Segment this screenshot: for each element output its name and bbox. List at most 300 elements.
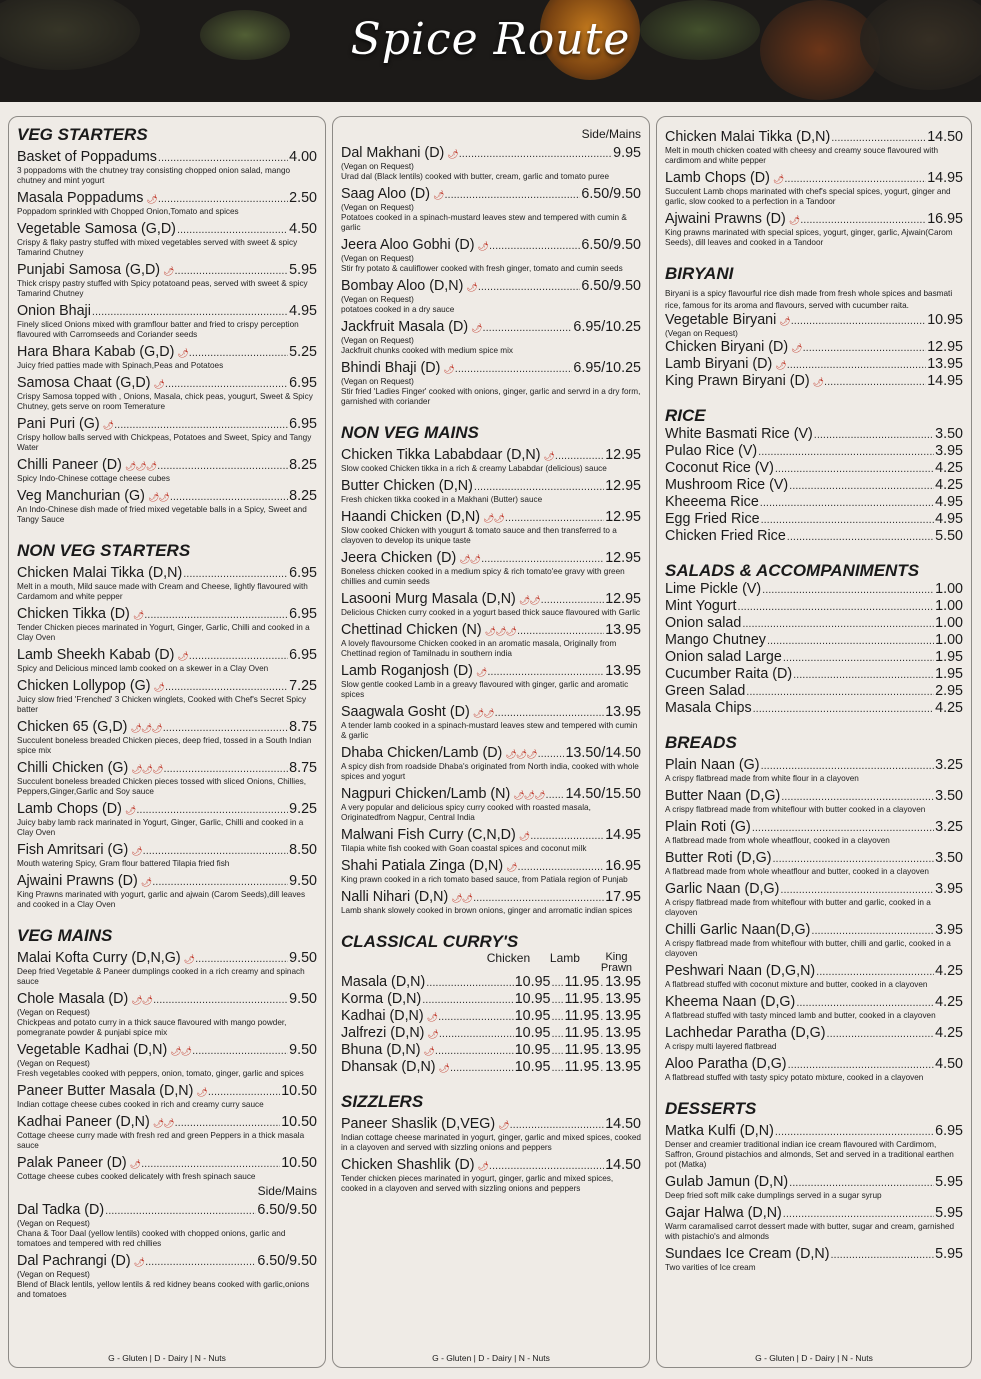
menu-item-name: Nagpuri Chicken/Lamb (N) [341,786,511,802]
menu-item-row [17,1114,317,1131]
menu-item-row [665,129,963,146]
dot-leader [780,882,934,898]
menu-item-row [341,360,641,377]
menu-item-row [17,416,317,433]
menu-item-price: 5.95 [935,1205,963,1221]
menu-item-row [665,1205,963,1222]
menu-item-price: 9.50 [289,1042,317,1058]
menu-item-price: 9.95 [613,145,641,161]
menu-item [665,615,963,632]
menu-item-price: 6.95/10.25 [573,319,641,335]
menu-item-description: King prawns marinated with special spices, yogurt, ginger, garlic, Ajwain(Carom Seeds), dill leaves and cooked in a Tandoor [665,228,953,247]
menu-item-description: A spicy dish from roadside Dhaba's originated from North india, cooked with whole spices and yogurt [341,762,639,781]
menu-item [665,339,963,356]
menu-item-description: King prawn cooked in a rich tomato based sauce, from Patiala region of Punjab [341,875,628,884]
menu-item-price: 5.95 [935,1246,963,1262]
menu-item [665,881,963,918]
menu-item-name: Vegetable Samosa (G,D) [17,221,176,237]
menu-item [341,509,641,546]
menu-item-description: A crispy multi layered flatbread [665,1042,777,1051]
menu-item-row [665,477,963,494]
dot-leader [164,761,289,777]
chili-icon: 🌶🌶🌶 [124,461,157,471]
price-lamb: 11.95 [564,974,600,990]
menu-item-description: Lamb shank slowely cooked in brown onions, ginger and arromatic indian spices [341,906,633,915]
dot-leader [165,376,288,392]
menu-item-price: 1.00 [935,615,963,631]
menu-item-price: 12.95 [605,478,641,494]
menu-item-name: Saagwala Gosht (D) [341,704,470,720]
dot-leader [144,607,288,623]
vegan-note: (Vegan on Request) [341,162,414,171]
dot-leader [793,667,934,683]
dot-leader [600,1009,604,1025]
chili-icon: 🌶 [427,1029,438,1039]
dot-leader [552,975,564,991]
chili-icon: 🌶 [177,348,188,358]
menu-item-row [341,478,641,495]
menu-item [341,704,641,741]
menu-item-description: Crispy hollow balls served with Chickpeas, Potatoes and Sweet, Spicy and Tangy Water [17,433,312,452]
vegan-note: (Vegan on Request) [341,295,414,304]
menu-item-name: Masala Poppadums [17,190,144,206]
menu-item-name: Masala (D,N) [341,974,426,990]
menu-item [17,801,317,838]
menu-item-description: Melt in mouth chicken coated with cheesy and creamy souce flavoured with cardimom and white pepper [665,146,939,165]
menu-item-name: Masala Chips [665,700,752,716]
section-heading: BIRYANI [665,264,734,283]
menu-item-price: 6.50/9.50 [581,278,641,294]
menu-item-row [341,278,641,295]
dot-leader [784,171,926,187]
section-heading: SIZZLERS [341,1092,424,1111]
menu-item [17,190,317,217]
dot-leader [517,623,604,639]
menu-item-price: 10.95 [927,312,963,328]
menu-item-name: Jalfrezi (D,N) [341,1025,425,1041]
dot-leader [174,263,288,279]
menu-item-row [17,678,317,695]
menu-item [341,319,641,356]
menu-item [17,565,317,602]
price-chicken: 10.95 [514,991,551,1007]
dot-leader [439,1026,514,1042]
dot-leader [783,1206,934,1222]
menu-item-name: White Basmati Rice (V) [665,426,813,442]
chili-icon: 🌶 [775,360,786,370]
dot-leader [800,212,926,228]
menu-item-row [17,344,317,361]
dot-leader [105,1203,256,1219]
menu-item-row [341,447,641,464]
dot-leader [505,510,604,526]
menu-item-price: 6.95 [289,606,317,622]
menu-item-price: 4.95 [289,303,317,319]
price-chicken: 10.95 [514,1025,551,1041]
dot-leader [761,512,935,528]
dot-leader [758,444,934,460]
menu-item-row [665,922,963,939]
menu-item-price: 12.95 [605,591,641,607]
menu-item [341,360,641,407]
menu-item-row [341,550,641,567]
menu-item-description: Cottage cheese curry made with fresh red and green Peppers in a thick masala sauce [17,1131,305,1150]
dot-leader [474,479,604,495]
restaurant-title: Spice Route [350,14,631,65]
menu-item-price: 5.95 [935,1174,963,1190]
menu-item [665,1025,963,1052]
menu-item [341,278,641,315]
menu-item-price: 13.95 [605,622,641,638]
menu-item [665,356,963,373]
dot-leader [803,340,927,356]
dot-leader [831,130,926,146]
menu-item-description: Stir fried 'Ladies Finger' cooked with onions, ginger, garlic and servrd in a dry form, garnished with coriander [341,387,641,406]
menu-item-name: Matka Kulfi (D,N) [665,1123,774,1139]
menu-item-row [341,663,641,680]
menu-item-price: 8.25 [289,457,317,473]
menu-item-name: Chettinad Chicken (N) [341,622,482,638]
menu-item [665,581,963,598]
chili-icon: 🌶 [163,266,174,276]
menu-item-row [17,606,317,623]
menu-item-price: 3.95 [935,922,963,938]
menu-item [665,963,963,990]
menu-item [17,262,317,299]
menu-item-name: Kheeema Rice [665,494,759,510]
menu-item [665,757,963,784]
menu-item [17,647,317,674]
biryani-intro: Biryani is a spicy flavourful rice dish made from fresh whole spices and basmati rice, famous for its aroma and flavours, served with cucumber raita. [665,289,953,310]
menu-item-name: Fish Amritsari (G) [17,842,129,858]
menu-item-description: Fresh chicken tikka cooked in a Makhani (Butter) sauce [341,495,543,504]
dot-leader [153,992,288,1008]
menu-item-description: Slow cooked Chicken tikka in a rich & creamy Lababdar (delicious) sauce [341,464,607,473]
menu-item [17,1155,317,1182]
menu-item-price: 6.95 [935,1123,963,1139]
menu-item-name: Lamb Biryani (D) [665,356,773,372]
menu-item-price: 12.95 [605,447,641,463]
menu-item-price: 8.75 [289,760,317,776]
menu-item-row [665,494,963,511]
section-heading: VEG MAINS [17,926,113,945]
menu-item-name: Samosa Chaat (G,D) [17,375,151,391]
section-heading: VEG STARTERS [17,125,148,144]
menu-item-row [17,1253,317,1270]
menu-item-row [665,615,963,632]
menu-item-price: 3.50 [935,850,963,866]
menu-item [665,312,963,339]
chili-icon: 🌶 [506,862,517,872]
chili-icon: 🌶🌶 [483,513,504,523]
dot-leader [552,1026,564,1042]
menu-item-row [17,719,317,736]
chili-icon: 🌶 [498,1120,509,1130]
menu-item-description: Warm caramalised carrot dessert made with butter, sugar and cream, garnished with pistachio's and almonds [665,1222,955,1241]
chili-icon: 🌶 [129,1159,141,1169]
dot-leader [481,551,604,567]
vegan-note: (Vegan on Request) [17,1219,90,1228]
menu-item-description: Boneless chicken cooked in a medium spicy & rich tomato'ee gravy with green chillies and cumin seeds [341,567,625,586]
menu-item-row [17,565,317,582]
menu-item-row [341,186,641,203]
menu-item-description: A crispy flatbread made from whiteflour with butter, chilli and garlic, cooked in a clayoven [665,939,951,958]
price-lamb: 11.95 [564,1042,600,1058]
menu-item-row [665,1174,963,1191]
menu-item-name: Chilli Paneer (D) [17,457,122,473]
menu-item-row [341,319,641,336]
menu-item-row [17,221,317,238]
menu-item [341,991,641,1008]
menu-item-price: 12.95 [605,509,641,525]
menu-item [665,666,963,683]
menu-item-name: Shahi Patiala Zinga (D,N) [341,858,504,874]
menu-item-price: 13.95 [605,704,641,720]
dot-leader [830,1247,934,1263]
menu-item-row [665,819,963,836]
menu-item-name: Pulao Rice (V) [665,443,758,459]
menu-item-row [17,457,317,474]
dot-leader [478,279,581,295]
menu-item-name: Kheema Naan (D,G) [665,994,796,1010]
menu-item-row [665,312,963,329]
menu-item-description: A crispy flatbread made from white flour in a clayoven [665,774,859,783]
menu-item-row [341,745,641,762]
dot-leader [552,992,564,1008]
menu-item-row [341,591,641,608]
menu-item-row [341,827,641,844]
menu-item-name: Punjabi Samosa (G,D) [17,262,161,278]
menu-item-description: Succulent boneless breaded Chicken pieces tossed with sliced Onions, Chillies, Peppers,Ginger,Garlic and Soy sauce [17,777,306,796]
menu-item-price: 3.25 [935,757,963,773]
chili-icon: 🌶 [779,316,790,326]
price-lamb: 11.95 [564,1008,600,1024]
menu-item-row [665,373,963,390]
menu-item-price: 1.95 [935,649,963,665]
section-heading: BREADS [665,733,737,752]
menu-item-name: Lamb Sheekh Kabab (D) [17,647,175,663]
menu-item [341,858,641,885]
menu-item [341,145,641,182]
menu-item-row [341,974,641,991]
dot-leader [555,448,604,464]
dot-leader [483,320,573,336]
menu-item [17,991,317,1038]
chili-icon: 🌶 [183,954,195,964]
menu-item-price: 16.95 [927,211,963,227]
menu-item-price: 14.50 [927,129,963,145]
menu-column-1 [8,116,326,1368]
dot-leader [92,304,288,320]
section-heading: CLASSICAL CURRY'S [341,932,519,951]
menu-item-name: Mint Yogurt [665,598,737,614]
chili-icon: 🌶 [466,282,477,292]
chili-icon: 🌶 [124,805,136,815]
menu-item-description: A tender lamb cooked in a spinach-mustard leaves stew and tempered with cumin & garlic [341,721,638,740]
menu-item [341,550,641,587]
menu-item-price: 6.50/9.50 [257,1202,317,1218]
menu-item-name: Basket of Poppadums [17,149,157,165]
menu-item [341,786,641,823]
menu-item-description: 3 poppadoms with the chutney tray consisting chopped onion salad, mango chutney and mint yogurt [17,166,291,185]
menu-item [17,606,317,643]
dot-leader [600,1026,604,1042]
menu-item-name: Nalli Nihari (D,N) [341,889,449,905]
menu-item-row [341,1116,641,1133]
menu-item [665,598,963,615]
menu-item-name: Ajwaini Prawns (D) [17,873,138,889]
allergen-footer: G - Gluten | D - Dairy | N - Nuts [755,1353,873,1363]
menu-item-description: Poppadom sprinkled with Chopped Onion,Tomato and spices [17,207,239,216]
menu-item-name: Bhindi Bhaji (D) [341,360,441,376]
dot-leader [175,1115,281,1131]
menu-item [665,170,963,207]
menu-item [665,700,963,717]
dot-leader [789,1175,934,1191]
menu-item-row [665,511,963,528]
dot-leader [450,1060,514,1076]
dot-leader [738,599,935,615]
chili-icon: 🌶 [788,215,800,225]
menu-item-price: 6.95 [289,416,317,432]
menu-item-price: 9.50 [289,991,317,1007]
dot-leader [158,150,288,166]
menu-item-price: 13.95 [927,356,963,372]
menu-item-price: 6.95 [289,565,317,581]
dot-leader [143,843,289,859]
menu-item [665,1174,963,1201]
menu-item-price: 13.95 [605,663,641,679]
dot-leader [816,964,934,980]
chili-icon: 🌶🌶 [131,995,153,1005]
menu-item [17,416,317,453]
price-chicken: 10.95 [514,974,551,990]
menu-item-description: Stir fry potato & cauliflower cooked with fresh ginger, tomato and cumin seeds [341,264,623,273]
menu-item-description: A flatbread stuffed with tasty spicy potato mixture, cooked in a clayoven [665,1073,924,1082]
dot-leader [600,1043,604,1059]
menu-item-name: Jackfruit Masala (D) [341,319,469,335]
menu-item-row [341,786,641,803]
chili-icon: 🌶 [447,149,458,159]
dot-leader [552,1043,564,1059]
dot-leader [752,820,934,836]
menu-item [665,426,963,443]
menu-item-price: 4.25 [935,460,963,476]
dot-leader [781,789,934,805]
menu-item-price: 1.95 [935,666,963,682]
price-lamb: 11.95 [564,1025,600,1041]
menu-item [17,488,317,525]
menu-item-row [341,704,641,721]
menu-item-description: Two varities of Ice cream [665,1263,756,1272]
menu-item-price: 2.50 [289,190,317,206]
menu-item-price: 4.25 [935,700,963,716]
chili-icon: 🌶 [140,877,152,887]
menu-item-description: Urad dal (Black lentils) cooked with butter, cream, garlic and tomato puree [341,172,610,181]
curry-column-headers [341,952,641,974]
menu-item-name: Bhuna (D,N) [341,1042,421,1058]
dot-leader [459,146,612,162]
menu-item-description: Blend of Black lentils, yellow lentils & red kidney beans cooked with garlic,onions and tomatoes [17,1280,310,1299]
menu-item-description: Tender chicken pieces marinated in yogurt, ginger, garlic and mixed spices, cooked in a clayoven and served with sizzling onions and peppers [341,1174,614,1193]
chili-icon: 🌶🌶🌶 [505,749,537,759]
menu-item [341,663,641,700]
menu-item [665,129,963,166]
menu-item-row [665,994,963,1011]
menu-item-name: Malai Kofta Curry (D,N,G) [17,950,181,966]
menu-item-row [665,1056,963,1073]
menu-item [17,1202,317,1249]
menu-item-row [665,598,963,615]
menu-item [17,375,317,412]
dot-leader [438,1009,514,1025]
chili-icon: 🌶🌶 [518,595,540,605]
menu-item-name: Chilli Garlic Naan(D,G) [665,922,811,938]
menu-item-row [341,858,641,875]
menu-item-description: A very popular and delicious spicy curry cooked with roasted masala, Originatedfrom Nagpur, Central India [341,803,591,822]
vegan-note: (Vegan on Request) [341,336,414,345]
dot-leader [189,345,288,361]
price-prawn: 13.95 [605,1059,641,1075]
menu-column-2 [332,116,650,1368]
chili-icon: 🌶 [443,364,454,374]
menu-item-price: 4.95 [935,511,963,527]
menu-item-name: Dal Makhani (D) [341,145,445,161]
menu-item-description: Cottage cheese cubes cooked delicately with fresh spinach sauce [17,1172,256,1181]
menu-item-name: Dhansak (D,N) [341,1059,436,1075]
menu-item-description: Mouth watering Spicy, Gram flour battered Tilapia fried fish [17,859,230,868]
menu-item-row [17,842,317,859]
menu-item-row [665,788,963,805]
menu-item [17,221,317,258]
section-heading: NON VEG MAINS [341,423,479,442]
dot-leader [195,951,288,967]
dot-leader [114,417,288,433]
menu-item-description: Finely sliced Onions mixed with gramflour batter and fried to crispy perception flavoured with Carromseeds and Coriander seeds [17,320,299,339]
section-heading: NON VEG STARTERS [17,541,191,560]
dot-leader [495,705,605,721]
chili-icon: 🌶 [102,420,114,430]
menu-item-name: Cucumber Raita (D) [665,666,793,682]
price-prawn: 13.95 [605,1025,641,1041]
menu-item-row [17,1155,317,1172]
dot-leader [473,890,604,906]
menu-item [665,1056,963,1083]
menu-item-description: Melt in a mouth, Mild sauce made with Cream and Cheese, lightly flavoured with Cardamom and white pepper [17,582,308,601]
menu-item-name: Lasooni Murg Masala (D,N) [341,591,516,607]
chili-icon: 🌶 [477,241,488,251]
menu-item-row [665,339,963,356]
menu-item-price: 9.50 [289,950,317,966]
menu-item-name: Chicken Shashlik (D) [341,1157,475,1173]
menu-item-description: Denser and creamier traditional indian ice cream flavoured with Cardimom, Saffron, Ground pistachios and almonds, Set and served in a traditional earthen pot (Matka) [665,1140,954,1169]
menu-item-name: Mango Chutney [665,632,766,648]
allergen-footer: G - Gluten | D - Dairy | N - Nuts [108,1353,226,1363]
menu-item [665,1123,963,1170]
dot-leader [546,787,565,803]
menu-item-price: 3.95 [935,881,963,897]
dot-leader [811,923,934,939]
menu-item-price: 6.50/9.50 [257,1253,317,1269]
menu-item [17,760,317,797]
menu-item-price: 14.50 [605,1116,641,1132]
dot-leader [788,1057,935,1073]
curry-col-chicken: Chicken [486,951,531,965]
menu-item [17,457,317,484]
menu-item-name: Malwani Fish Curry (C,N,D) [341,827,516,843]
menu-item-row [665,881,963,898]
menu-item-row [341,509,641,526]
